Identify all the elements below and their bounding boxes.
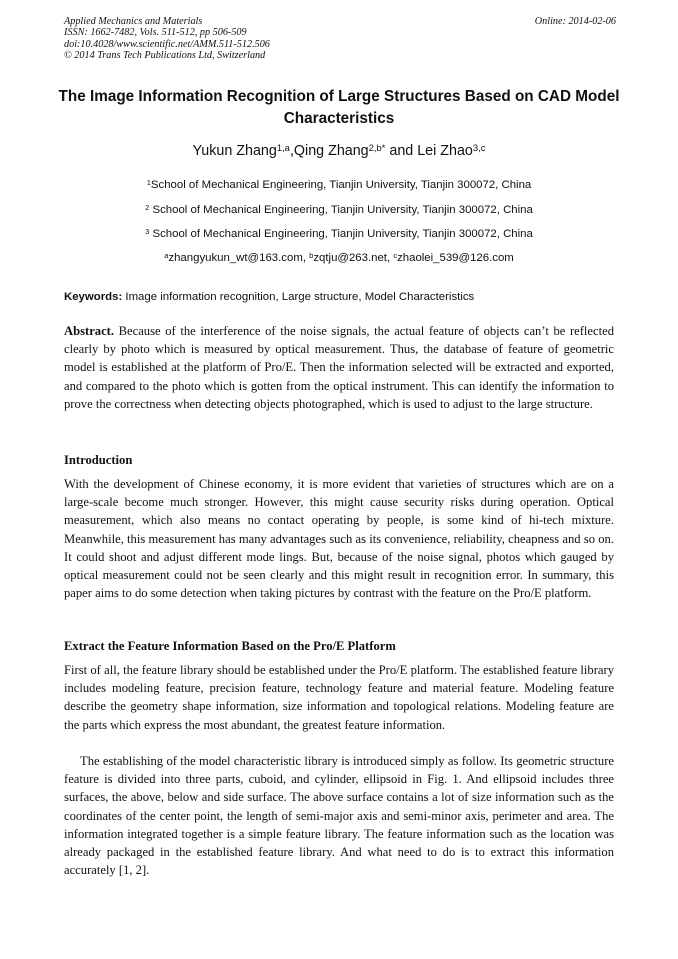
author-separator: and xyxy=(385,143,418,159)
affiliation-1 xyxy=(40,178,638,192)
affiliation-text: School of Mechanical Engineering, Tianjin University, Tianjin 300072, China xyxy=(150,179,532,191)
keywords-line xyxy=(64,290,624,304)
email-mark: c xyxy=(393,250,398,260)
online-date: Online: 2014-02-06 xyxy=(534,16,616,27)
author-affiliation-mark: 1,a xyxy=(276,141,290,153)
introduction-paragraph: With the development of Chinese economy, it is more evident that varieties of structures which are on a large-scale become much stronger. However, this might cause security risks during operation. Optical measurement, which also means no contact operating by people, is some kind of hi-tech mixture. Meanwhile, this measurement has many advantages such as its convenience, reliability, cheapness and so on. It could shoot and adjust different mode lings. But, because of the noise signal, photos which gauged by optical measurement could not be seen clearly and this might result in recognition error. In summary, this paper aims to do some detection when taking pictures by contrast with the feature on the Pro/E platform. xyxy=(64,477,614,601)
author-list xyxy=(40,142,638,160)
affiliation-mark: 1 xyxy=(146,177,151,187)
author-name: Qing Zhang xyxy=(293,143,369,159)
keywords-label: Keywords: xyxy=(64,291,123,303)
email-list xyxy=(40,251,638,265)
author-name: Yukun Zhang xyxy=(192,143,277,159)
affiliation-mark: 2 xyxy=(145,202,150,212)
abstract-text: Because of the interference of the noise signals, the actual feature of objects can’t be reflected clearly by photo which is measured by optical measurement. Thus, the database of feature of geometric model is established at the platform of Pro/E. Then the information selected will be extracted and exported, and compared to the photo which is gotten from the optical instrument. This can identify the information to prove the correctness when detecting objects photographed, which is used to adjust to the large structure. xyxy=(64,324,614,411)
section-heading-introduction: Introduction xyxy=(64,453,133,467)
copyright-line: © 2014 Trans Tech Publications Ltd, Switzerland xyxy=(64,49,266,61)
author-separator: , xyxy=(289,143,294,159)
abstract-label: Abstract. xyxy=(64,324,115,338)
keywords-text: Image information recognition, Large structure, Model Characteristics xyxy=(122,291,475,303)
author-name: Lei Zhao xyxy=(417,143,473,159)
extract-paragraph-1: First of all, the feature library should be established under the Pro/E platform. The established feature library includes modeling feature, precision feature, technology feature and material feature. Modeling feature describe the geometry shape information, size information and topological relations. Modeling feature are the parts which express the most abundant, the greatest feature information. xyxy=(64,663,614,732)
email-mark: a xyxy=(164,250,169,260)
journal-name: Applied Mechanics and Materials xyxy=(64,16,203,27)
section-heading-extract-feature: Extract the Feature Information Based on the Pro/E Platform xyxy=(64,639,396,653)
affiliation-3 xyxy=(40,227,638,241)
email-address: zhangyukun_wt@163.com, xyxy=(168,252,310,264)
affiliation-text: School of Mechanical Engineering, Tianjin University, Tianjin 300072, China xyxy=(149,204,533,216)
email-address: zqtju@263.net, xyxy=(313,252,394,264)
affiliation-text: School of Mechanical Engineering, Tianjin University, Tianjin 300072, China xyxy=(149,228,533,240)
author-affiliation-mark: 3,c xyxy=(472,141,486,153)
affiliation-2 xyxy=(40,203,638,217)
email-mark: b xyxy=(309,250,314,260)
affiliation-mark: 3 xyxy=(145,226,150,236)
issn-line: ISSN: 1662-7482, Vols. 511-512, pp 506-509 xyxy=(64,27,247,39)
doi-line: doi:10.4028/www.scientific.net/AMM.511-512.506 xyxy=(64,38,270,50)
author-affiliation-mark: 2,b* xyxy=(368,141,386,153)
abstract-paragraph xyxy=(64,322,614,413)
email-address: zhaolei_539@126.com xyxy=(397,252,514,264)
paper-title: The Image Information Recognition of Large Structures Based on CAD Model Characteristics xyxy=(58,88,620,127)
extract-paragraph-2: The establishing of the model characteristic library is introduced simply as follow. Its geometric structure feature is divided into three parts, cuboid, and cylinder, ellipsoid in Fig. 1. And ellipsoid includes three surfaces, the above, below and side surface. The above surface contains a lot of size information such as the coordinates of the center point, the length of semi-major axis and semi-minor axis, perimeter and area. The information integrated together is a simple feature library. The feature information such as the location was already packaged in the established feature library. And what need to do is to extract this information accurately [1, 2]. xyxy=(64,754,614,878)
journal-header xyxy=(64,16,616,61)
